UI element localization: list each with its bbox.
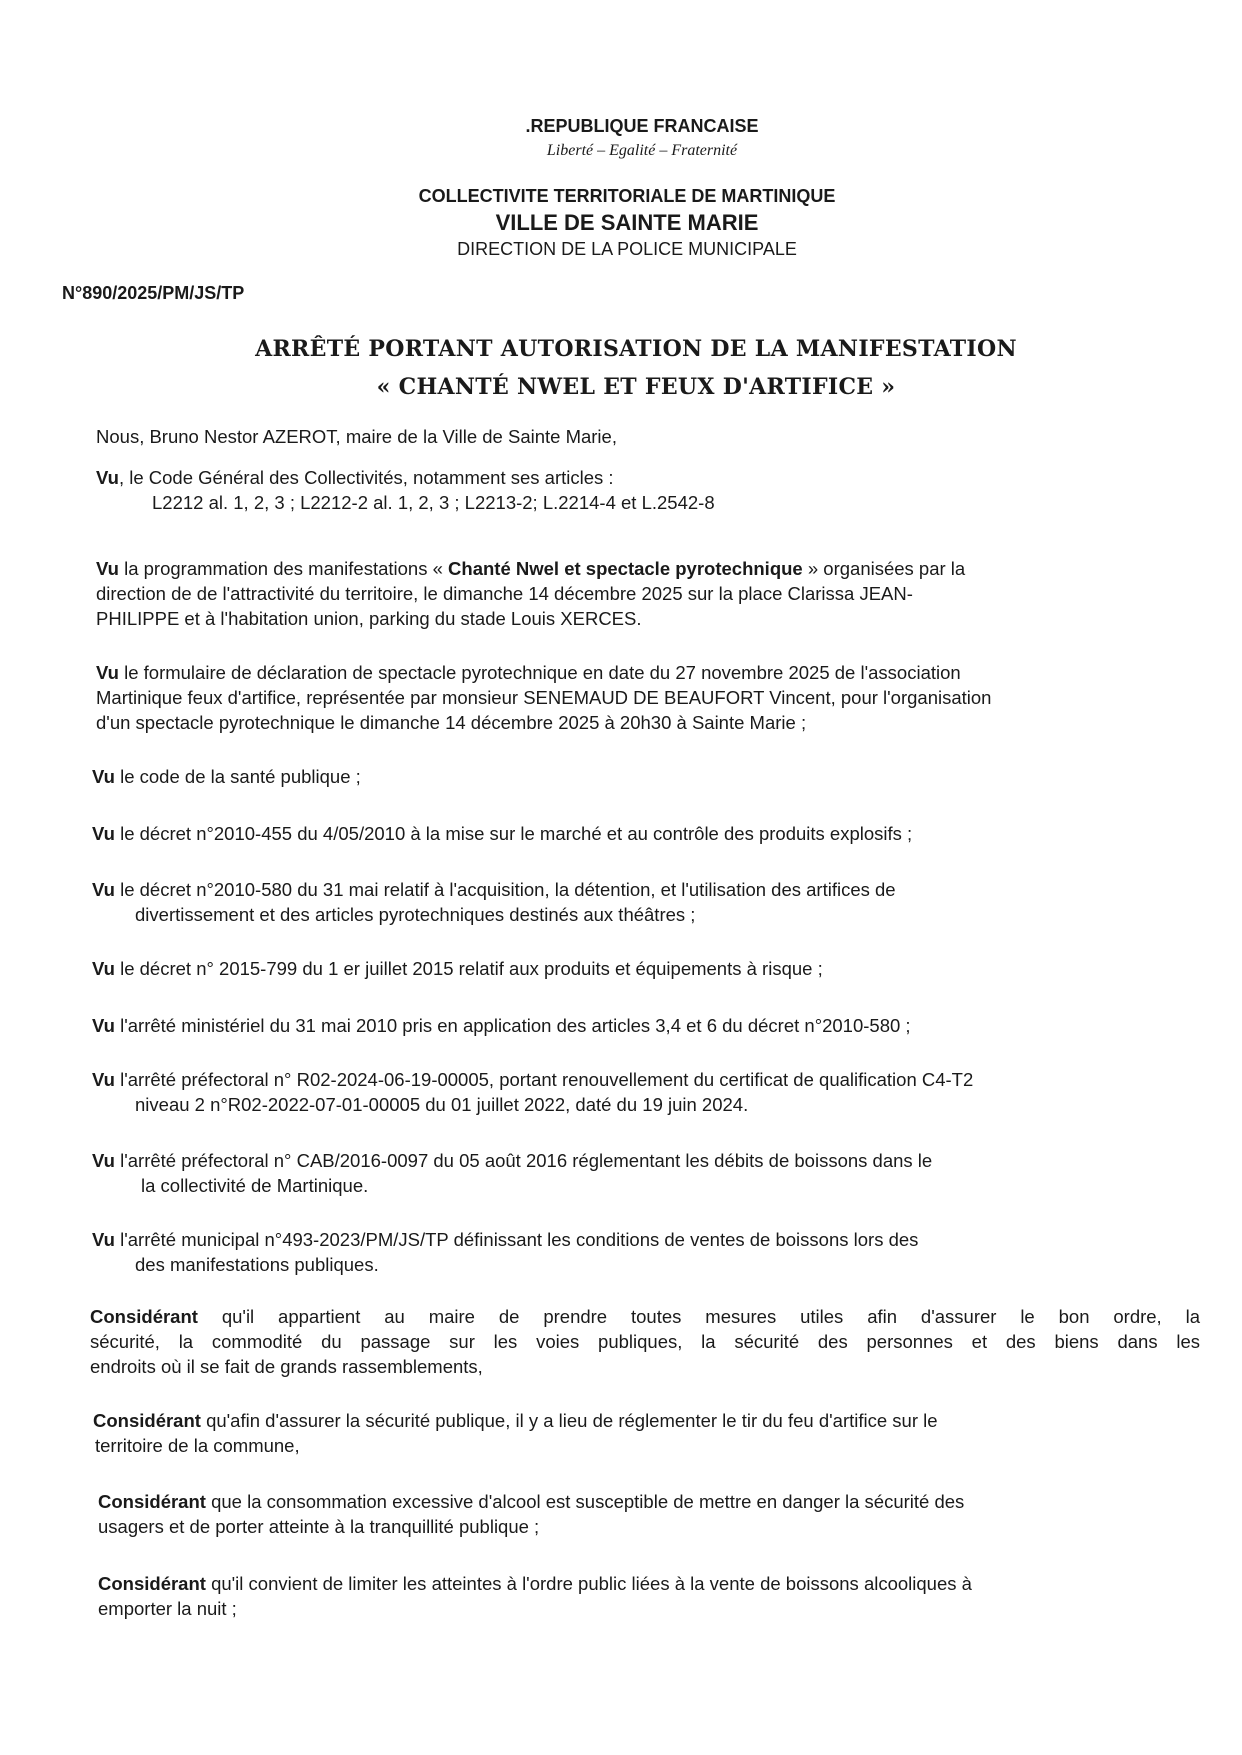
cons1-line-3: endroits où il se fait de grands rassemblements,: [90, 1356, 483, 1377]
considerant-paragraph-2: [93, 1408, 938, 1458]
vu-paragraph-3: [96, 660, 991, 735]
considerant-label: Considérant: [93, 1410, 201, 1431]
vu1-line-1: , le Code Général des Collectivités, notamment ses articles :: [118, 467, 614, 488]
vu6-line-2: divertissement et des articles pyrotechniques destinés aux théâtres ;: [135, 904, 696, 925]
vu-label: Vu: [92, 1015, 115, 1036]
cons1-line-1: qu'il appartient au maire de prendre toutes mesures utiles afin d'assurer le bon ordre, la: [197, 1306, 1200, 1327]
vu3-line-2: Martinique feux d'artifice, représentée par monsieur SENEMAUD DE BEAUFORT Vincent, pour l'organisation: [96, 687, 992, 708]
vu11-line-2: des manifestations publiques.: [135, 1254, 379, 1275]
vu5-line-1: le décret n°2010-455 du 4/05/2010 à la mise sur le marché et au contrôle des produits explosifs ;: [114, 823, 913, 844]
vu-paragraph-11: [92, 1227, 918, 1277]
cons4-line-1: qu'il convient de limiter les atteintes à l'ordre public liées à la vente de boissons alcooliques à: [205, 1573, 972, 1594]
vu-paragraph-1: [96, 465, 715, 515]
title-line-1: ARRÊTÉ PORTANT AUTORISATION DE LA MANIFESTATION: [255, 336, 1017, 362]
vu-label: Vu: [92, 1150, 115, 1171]
cons1-line-2: sécurité, la commodité du passage sur les voies publiques, la sécurité des personnes et des biens dans les: [90, 1331, 1200, 1352]
vu2-line-1-pre: la programmation des manifestations «: [118, 558, 449, 579]
considerant-paragraph-4: [98, 1571, 972, 1621]
vu10-line-2: la collectivité de Martinique.: [141, 1175, 369, 1196]
considerant-paragraph-1: [90, 1304, 1200, 1379]
reference-number: N°890/2025/PM/JS/TP: [62, 283, 245, 303]
cons3-line-1: que la consommation excessive d'alcool est susceptible de mettre en danger la sécurité des: [205, 1491, 965, 1512]
cons4-line-2: emporter la nuit ;: [98, 1598, 237, 1619]
vu-paragraph-7: [92, 956, 823, 981]
vu-label: Vu: [92, 823, 115, 844]
vu-label: Vu: [96, 467, 119, 488]
vu10-line-1: l'arrêté préfectoral n° CAB/2016-0097 du 05 août 2016 réglementant les débits de boissons dans le: [114, 1150, 933, 1171]
considerant-label: Considérant: [98, 1573, 206, 1594]
vu-paragraph-10: [92, 1148, 932, 1198]
title-line-2: « CHANTÉ NWEL ET FEUX D'ARTIFICE »: [376, 374, 896, 400]
vu-paragraph-6: [92, 877, 896, 927]
vu-paragraph-2: [96, 556, 965, 631]
vu3-line-3: d'un spectacle pyrotechnique le dimanche 14 décembre 2025 à 20h30 à Sainte Marie ;: [96, 712, 807, 733]
vu1-line-2: L2212 al. 1, 2, 3 ; L2212-2 al. 1, 2, 3 ; L2213-2; L.2214-4 et L.2542-8: [152, 492, 715, 513]
vu-label: Vu: [96, 558, 119, 579]
vu-paragraph-5: [92, 821, 912, 846]
vu11-line-1: l'arrêté municipal n°493-2023/PM/JS/TP définissant les conditions de ventes de boissons lors des: [114, 1229, 919, 1250]
vu6-line-1: le décret n°2010-580 du 31 mai relatif à l'acquisition, la détention, et l'utilisation des artifices de: [114, 879, 896, 900]
vu-label: Vu: [92, 958, 115, 979]
vu-label: Vu: [92, 766, 115, 787]
vu9-line-1: l'arrêté préfectoral n° R02-2024-06-19-00005, portant renouvellement du certificat de qualification C4-T2: [114, 1069, 974, 1090]
vu2-line-2: direction de de l'attractivité du territoire, le dimanche 14 décembre 2025 sur la place Clarissa JEAN-: [96, 583, 913, 604]
intro-text: Nous, Bruno Nestor AZEROT, maire de la Ville de Sainte Marie,: [96, 426, 617, 447]
vu2-line-3: PHILIPPE et à l'habitation union, parking du stade Louis XERCES.: [96, 608, 642, 629]
considerant-label: Considérant: [98, 1491, 206, 1512]
vu-label: Vu: [92, 879, 115, 900]
vu7-line-1: le décret n° 2015-799 du 1 er juillet 2015 relatif aux produits et équipements à risque ;: [114, 958, 823, 979]
vu-label: Vu: [96, 662, 119, 683]
intro-paragraph: [96, 424, 617, 449]
vu2-line-1-post: » organisées par la: [802, 558, 966, 579]
vu9-line-2: niveau 2 n°R02-2022-07-01-00005 du 01 juillet 2022, daté du 19 juin 2024.: [135, 1094, 749, 1115]
vu-paragraph-9: [92, 1067, 973, 1117]
cons2-line-2: territoire de la commune,: [95, 1435, 300, 1456]
considerant-label: Considérant: [90, 1306, 198, 1327]
cons2-line-1: qu'afin d'assurer la sécurité publique, il y a lieu de réglementer le tir du feu d'artifice sur le: [200, 1410, 938, 1431]
ville-name: VILLE DE SAINTE MARIE: [495, 210, 759, 235]
vu-label: Vu: [92, 1229, 115, 1250]
vu4-line-1: le code de la santé publique ;: [114, 766, 361, 787]
vu-paragraph-8: [92, 1013, 911, 1038]
vu2-event-name: Chanté Nwel et spectacle pyrotechnique: [448, 558, 803, 579]
devise: Liberté – Egalité – Fraternité: [546, 142, 738, 159]
cons3-line-2: usagers et de porter atteinte à la tranquillité publique ;: [98, 1516, 540, 1537]
vu8-line-1: l'arrêté ministériel du 31 mai 2010 pris en application des articles 3,4 et 6 du décret n°2010-580 ;: [114, 1015, 911, 1036]
vu3-line-1: le formulaire de déclaration de spectacle pyrotechnique en date du 27 novembre 2025 de l'association: [118, 662, 961, 683]
considerant-paragraph-3: [98, 1489, 964, 1539]
direction-name: DIRECTION DE LA POLICE MUNICIPALE: [457, 239, 797, 259]
collectivite-name: COLLECTIVITE TERRITORIALE DE MARTINIQUE: [418, 186, 836, 206]
vu-paragraph-4: [92, 764, 361, 789]
vu-label: Vu: [92, 1069, 115, 1090]
republique-header: .REPUBLIQUE FRANCAISE: [525, 116, 759, 136]
